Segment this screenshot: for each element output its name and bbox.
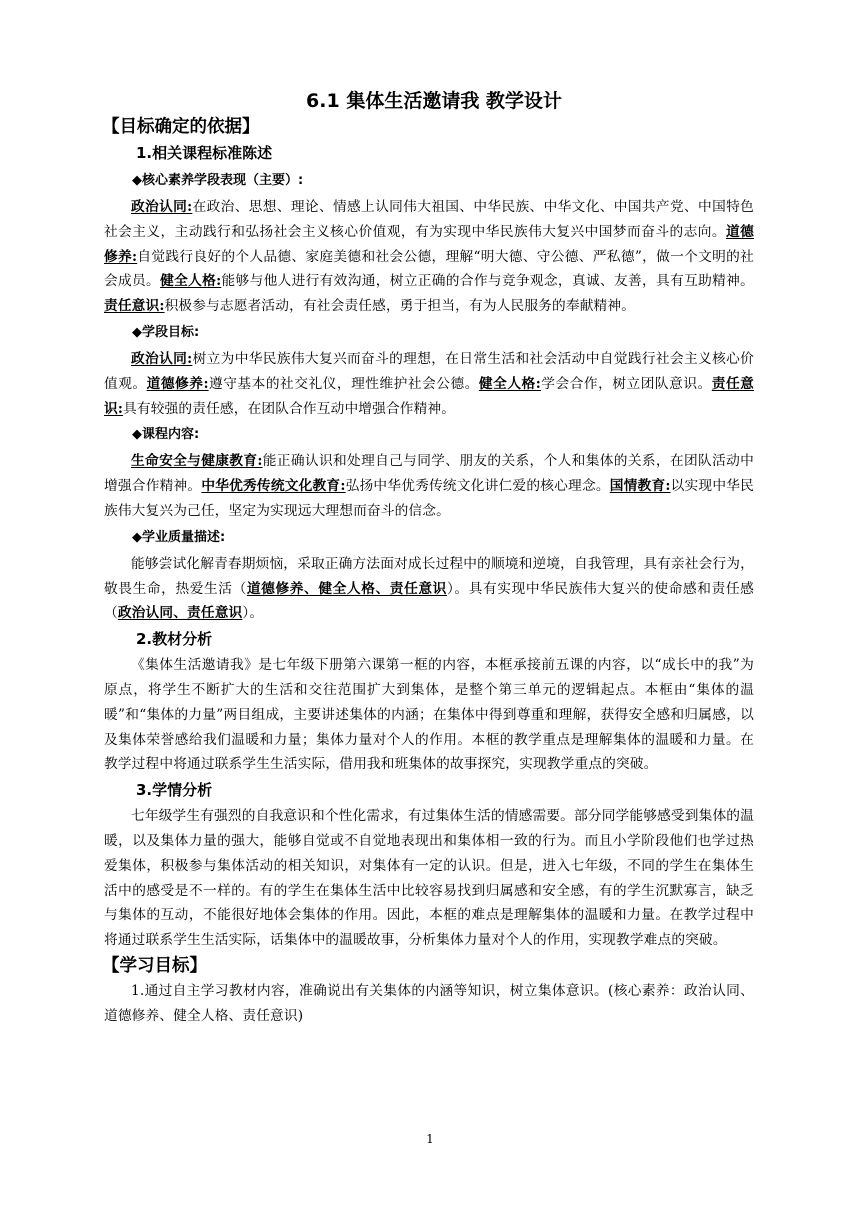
keyword-responsibility: 责任意识:	[104, 375, 755, 417]
keyword-traditional-culture: 中华优秀传统文化教育:	[201, 478, 346, 495]
paragraph-academic-quality	[104, 552, 754, 626]
keyword-political-identity: 政治认同:	[131, 199, 193, 215]
subheading-textbook-analysis: 2.教材分析	[136, 630, 213, 649]
text-political-identity: 树立为中华民族伟大复兴而奋斗的理想，在日常生活和社会活动中自觉践行社会主义核心价值观。	[104, 350, 754, 392]
paragraph-stage-goals	[104, 347, 754, 421]
keyword-sound-personality: 健全人格:	[160, 273, 222, 290]
text-life-safety: 能正确认识和处理自己与同学、朋友的关系，个人和集体的关系，在团队活动中增强合作精神。	[104, 453, 754, 495]
keyword-responsibility: 责任意识:	[104, 298, 165, 315]
text-quality-3: ）。	[242, 605, 264, 622]
heading-core-literacy: ◆核心素养学段表现（主要）:	[132, 173, 304, 188]
paragraph-student-analysis: 七年级学生有强烈的自我意识和个性化需求，有过集体生活的情感需要。部分同学能够感受到集体的温暖，以及集体力量的强大，能够自觉或不自觉地表现出和集体相一致的行为。而且小学阶段他们也学过热爱集体，积极参与集体活动的相关知识，对集体有一定的认识。但是，进入七年级，不同的学生在集体生活中的感受是不一样的。有的学生在集体生活中比较容易找到归属感和安全感，有的学生沉默寡言，缺乏与集体的互动，不能很好地体会集体的作用。因此，本框的难点是理解集体的温暖和力量。在教学过程中将通过联系学生生活实际，话集体中的温暖故事，分析集体力量对个人的作用，实现教学难点的突破。	[104, 808, 754, 949]
keyword-national-conditions: 国情教育:	[609, 478, 671, 495]
text-moral-cultivation: 自觉践行良好的个人品德、家庭美德和社会公德，理解“明大德、守公德、严私德”，做一个文明的社会成员。	[104, 248, 754, 290]
document-title: 6.1 集体生活邀请我 教学设计	[306, 90, 562, 112]
heading-academic-quality: ◆学业质量描述:	[132, 529, 226, 545]
text-national-conditions: 以实现中华民族伟大复兴为己任，坚定为实现远大理想而奋斗的信念。	[104, 478, 754, 519]
heading-stage-goals: ◆学段目标:	[132, 324, 200, 340]
keyword-political-identity: 政治认同:	[131, 350, 193, 367]
paragraph-core-literacy	[104, 195, 754, 319]
keyword-moral-cultivation: 道德修养:	[104, 223, 754, 265]
subheading-curriculum-standards: 1.相关课程标准陈述	[136, 144, 273, 162]
subheading-student-analysis: 3.学情分析	[136, 781, 213, 800]
text-sound-personality: 学会合作，树立团队意识。	[540, 375, 712, 392]
text-quality-1: 能够尝试化解青春期烦恼，采取正确方法面对成长过程中的顺境和逆境，自我管理，具有亲社会行为，敬畏生命，热爱生活（	[104, 555, 754, 597]
keyword-quality-literacy: 道德修养、健全人格、责任意识	[246, 580, 447, 597]
keyword-sound-personality: 健全人格:	[478, 375, 541, 392]
text-sound-personality: 能够与他人进行有效沟通，树立正确的合作与竞争观念，真诚、友善，具有互助精神。	[221, 273, 754, 290]
text-moral-cultivation: 遵守基本的社交礼仪，理性维护社会公德。	[208, 375, 479, 392]
paragraph-textbook-analysis: 《集体生活邀请我》是七年级下册第六课第一框的内容，本框承接前五课的内容，以“成长中的我”为原点，将学生不断扩大的生活和交往范围扩大到集体，是整个第三单元的逻辑起点。本框由“集体的温暖”和“集体的力量”两目组成，主要讲述集体的内涵；在集体中得到尊重和理解，获得安全感和归属感，以及集体荣誉感给我们温暖和力量；集体力量对个人的作用。本框的教学重点是理解集体的温暖和力量。在教学过程中将通过联系学生生活实际，借用我和班集体的故事探究，实现教学重点的突破。	[104, 657, 754, 773]
text-political-identity: 在政治、思想、理论、情感上认同伟大祖国、中华民族、中华文化、中国共产党、中国特色社会主义，主动践行和弘扬社会主义核心价值观，有为实现中华民族伟大复兴中国梦而奋斗的志向。	[104, 199, 754, 240]
text-responsibility: 具有较强的责任感，在团队合作互动中增强合作精神。	[123, 400, 456, 417]
section-heading-learning-goals: 【学习目标】	[102, 955, 207, 976]
keyword-moral-cultivation: 道德修养:	[146, 375, 209, 392]
paragraph-course-content	[104, 449, 754, 523]
text-quality-2: ）。具有实现中华民族伟大复兴的使命感和责任感（	[104, 580, 754, 622]
section-heading-basis: 【目标确定的依据】	[102, 117, 260, 137]
keyword-quality-mission: 政治认同、责任意识	[117, 605, 243, 622]
text-traditional-culture: 弘扬中华优秀传统文化讲仁爱的核心理念。	[345, 478, 610, 495]
paragraph-learning-goal-1: 1.通过自主学习教材内容，准确说出有关集体的内涵等知识，树立集体意识。(核心素养：政治认同、道德修养、健全人格、责任意识)	[104, 982, 754, 1024]
heading-course-content: ◆课程内容:	[132, 427, 200, 443]
text-responsibility: 积极参与志愿者活动，有社会责任感，勇于担当，有为人民服务的奉献精神。	[164, 298, 636, 315]
page-content	[104, 88, 754, 1029]
page-number: 1	[426, 1132, 434, 1146]
keyword-life-safety: 生命安全与健康教育:	[131, 453, 263, 470]
